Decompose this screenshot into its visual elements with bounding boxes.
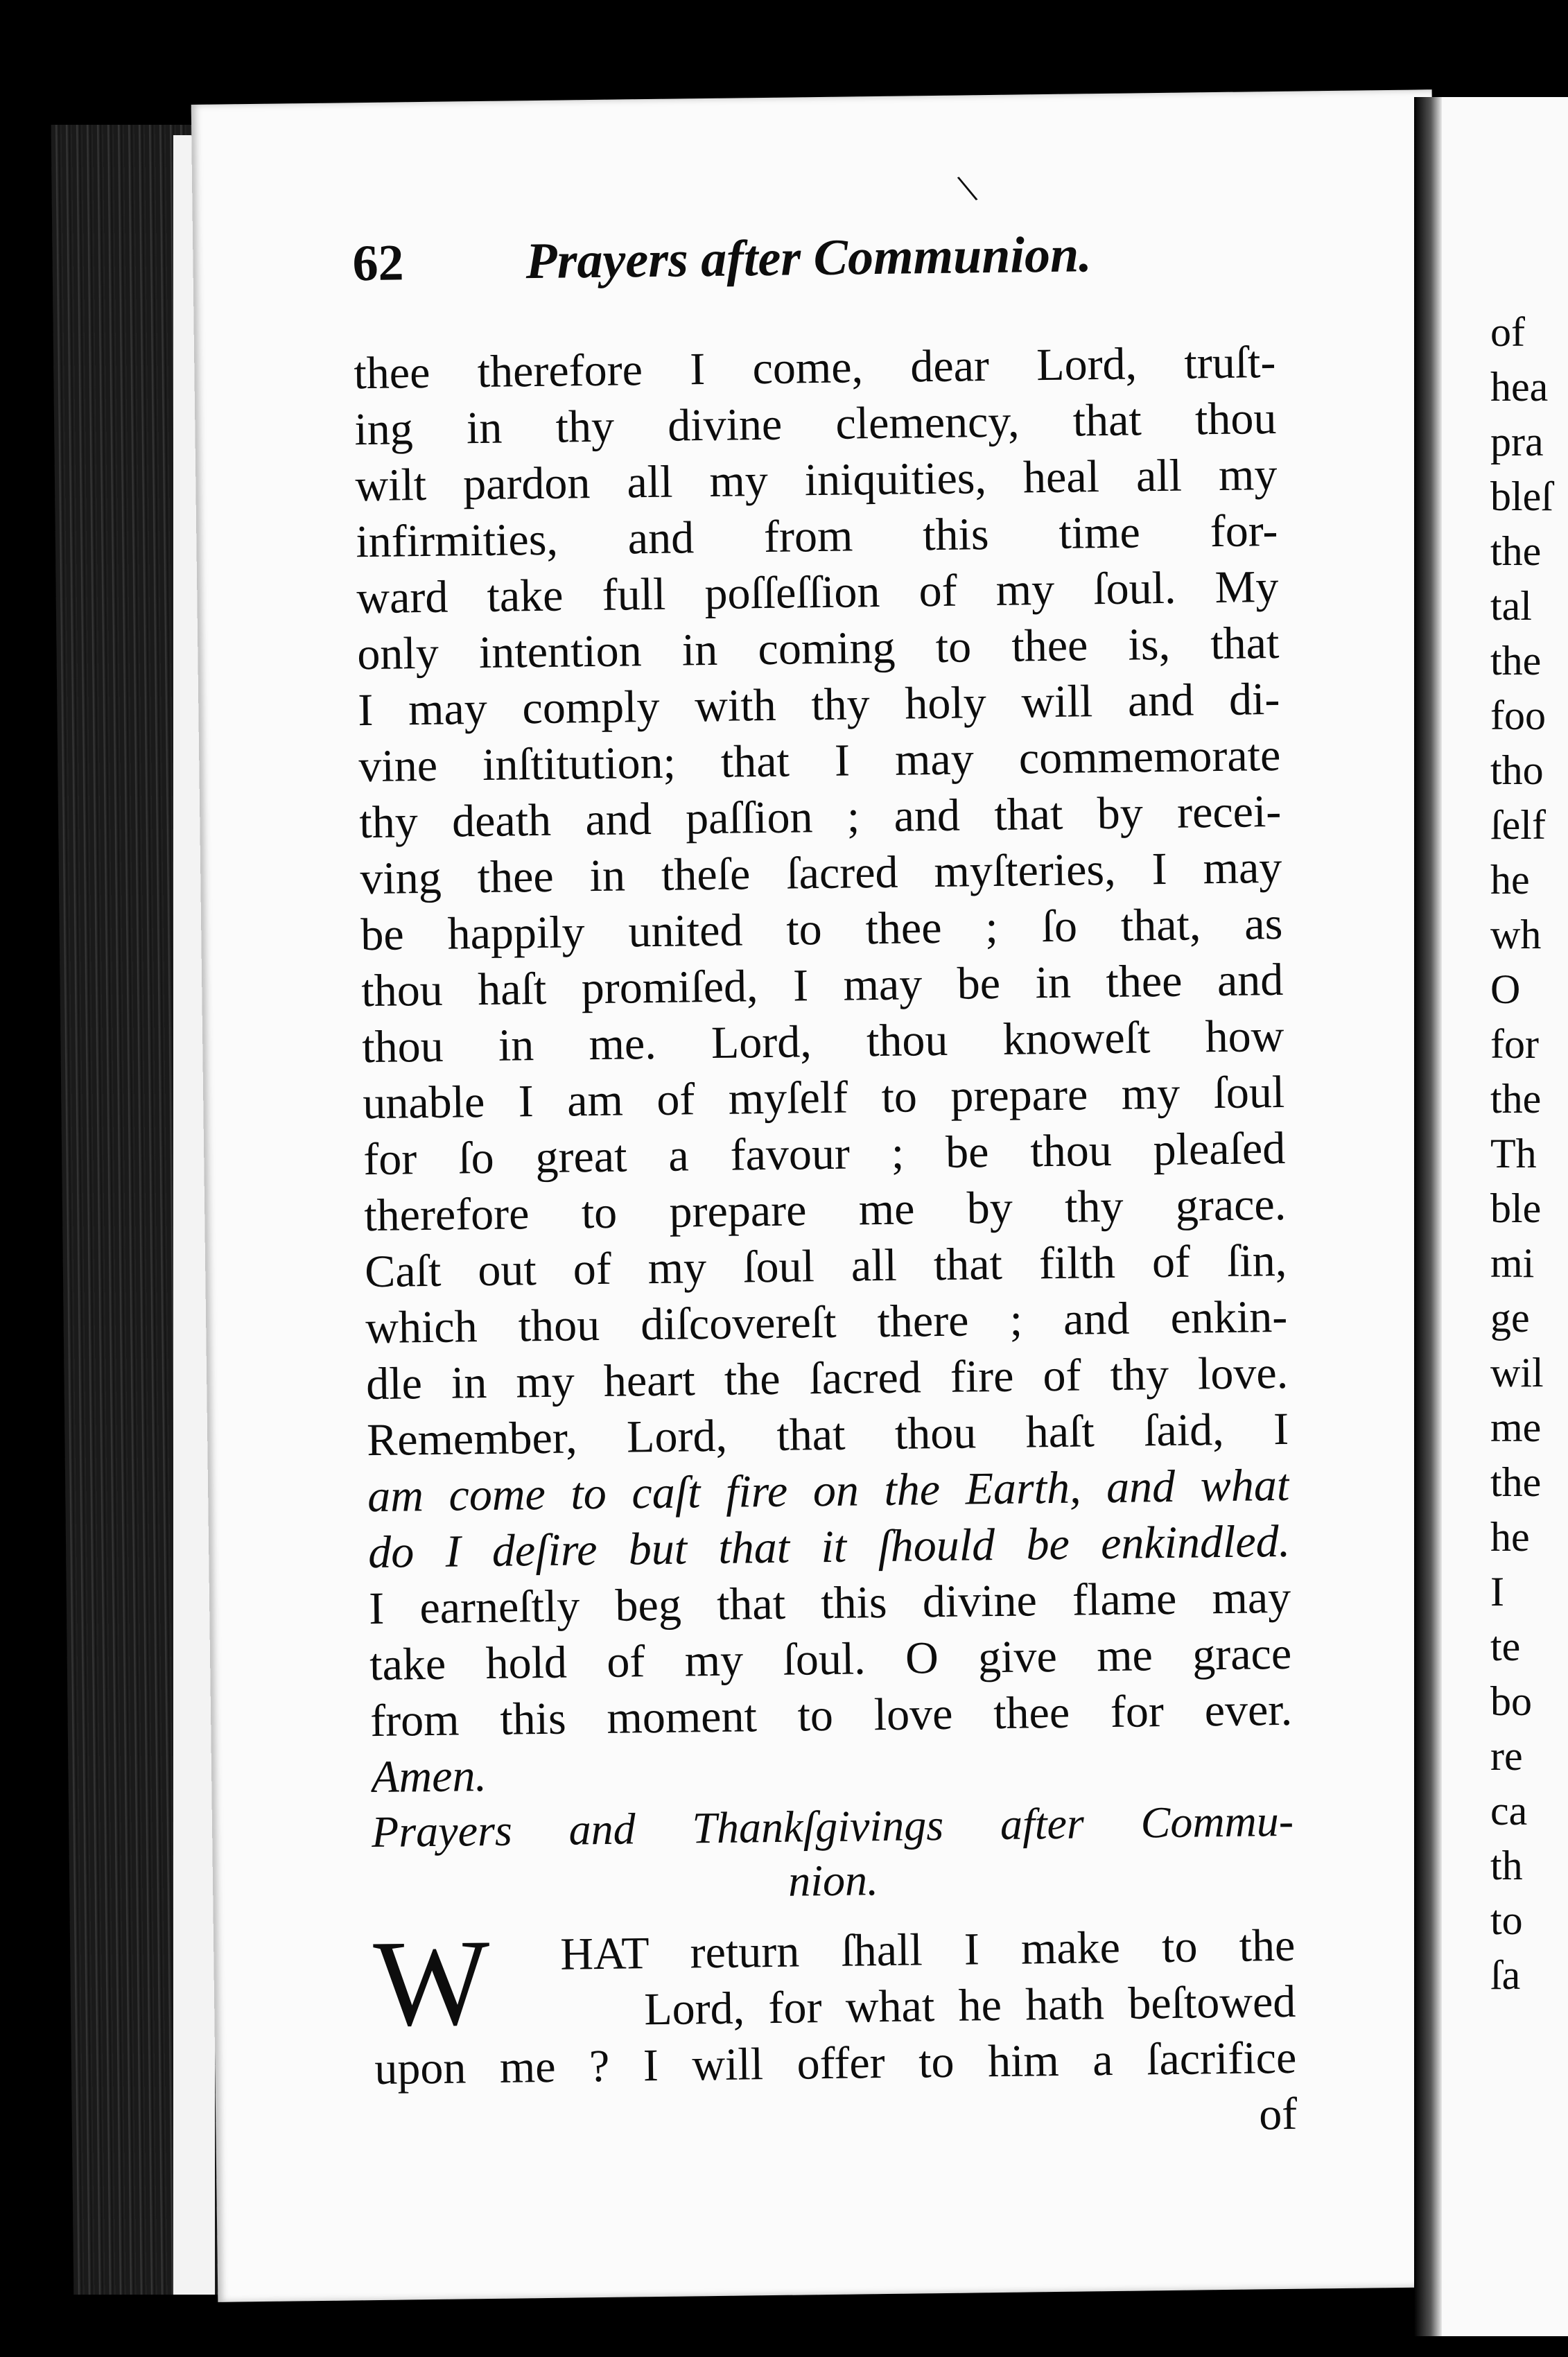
facing-page-fragment: th bbox=[1490, 1843, 1523, 1888]
gutter-shadow bbox=[1414, 97, 1442, 2336]
text-line: ving thee in theſe ſacred myſteries, I may bbox=[359, 842, 1282, 905]
facing-page-fragment: bo bbox=[1490, 1678, 1532, 1724]
text-line: be happily united to thee ; ſo that, as bbox=[360, 898, 1283, 961]
facing-page-fragment: mi bbox=[1490, 1240, 1535, 1286]
text-line: thou in me. Lord, thou knoweſt how bbox=[361, 1010, 1284, 1073]
facing-page-fragment: bleſ bbox=[1490, 473, 1553, 519]
facing-page-fragment: the bbox=[1490, 528, 1542, 574]
page-content bbox=[352, 222, 1388, 2153]
running-head bbox=[352, 222, 1365, 324]
facing-page-fragment: tal bbox=[1490, 583, 1532, 629]
opening-paragraph bbox=[372, 1913, 1297, 2097]
facing-page-fragment: ble bbox=[1490, 1185, 1542, 1231]
text-line: Caſt out of my ſoul all that filth of ſin, bbox=[364, 1235, 1287, 1298]
facing-page-fragment: I bbox=[1490, 1569, 1504, 1615]
facing-page-fragment: the bbox=[1490, 1459, 1542, 1505]
facing-page-fragment: he bbox=[1490, 1514, 1530, 1560]
facing-page-fragment: wil bbox=[1490, 1350, 1544, 1395]
facing-page-fragment: me bbox=[1490, 1404, 1542, 1450]
text-line: take hold of my ſoul. O give me grace bbox=[369, 1628, 1292, 1691]
text-line: unable I am of myſelf to prepare my ſoul bbox=[362, 1066, 1285, 1129]
facing-page-fragment: ſa bbox=[1490, 1952, 1521, 1998]
text-line: wilt pardon all my iniquities, heal all my bbox=[354, 449, 1278, 512]
drop-cap: W bbox=[372, 1913, 491, 2053]
page-number: 62 bbox=[352, 234, 405, 293]
facing-page-fragment: wh bbox=[1490, 912, 1542, 957]
facing-page-fragment: foo bbox=[1490, 693, 1546, 738]
text-line: HAT return ſhall I make to the bbox=[559, 1920, 1296, 1980]
facing-page-fragment: re bbox=[1490, 1733, 1523, 1779]
section-heading-line: Prayers and Thankſgivings after Commu- bbox=[371, 1795, 1294, 1857]
text-line-italic: do I deſire but that it ſhould be enkindled. bbox=[367, 1515, 1291, 1578]
facing-page-fragment: ca bbox=[1490, 1788, 1528, 1834]
running-title: Prayers after Communion. bbox=[525, 226, 1092, 290]
text-line: vine inſtitution; that I may commemorate bbox=[358, 729, 1281, 792]
section-heading bbox=[372, 1794, 1295, 1913]
text-line: ward take full poſſeſſion of my ſoul. My bbox=[356, 561, 1279, 624]
facing-page-fragment: for bbox=[1490, 1021, 1539, 1067]
amen-line: Amen. bbox=[370, 1750, 487, 1803]
stray-ink-mark: \ bbox=[953, 164, 981, 212]
text-line: infirmities, and from this time for- bbox=[355, 505, 1278, 568]
text-line: dle in my heart the ſacred fire of thy love. bbox=[365, 1347, 1289, 1410]
facing-page-text bbox=[1490, 305, 1553, 2003]
text-line: only intention in coming to thee is, that bbox=[356, 617, 1280, 680]
facing-page-fragment: ſelf bbox=[1490, 802, 1546, 848]
facing-page-fragment: of bbox=[1490, 309, 1525, 355]
text-line: I may comply with thy holy will and di- bbox=[357, 673, 1280, 736]
facing-page-fragment: te bbox=[1490, 1624, 1521, 1669]
facing-page-fragment: the bbox=[1490, 1076, 1542, 1122]
facing-page-fragment: the bbox=[1490, 638, 1542, 684]
text-line: therefore to prepare me by thy grace. bbox=[363, 1178, 1287, 1242]
facing-page-fragment: hea bbox=[1490, 364, 1549, 410]
facing-page-fragment: pra bbox=[1490, 419, 1544, 464]
text-line: Remember, Lord, that thou haſt ſaid, I bbox=[366, 1403, 1289, 1466]
section-heading-line: nion. bbox=[787, 1855, 879, 1906]
text-line: thy death and paſſion ; and that by recei- bbox=[358, 785, 1282, 849]
facing-page-fragment: he bbox=[1490, 857, 1530, 903]
text-line: thou haſt promiſed, I may be in thee and bbox=[360, 954, 1284, 1017]
text-line: upon me ? I will offer to him a ſacrifice bbox=[374, 2032, 1297, 2095]
left-page bbox=[191, 89, 1459, 2302]
text-line: thee therefore I come, dear Lord, truſt- bbox=[354, 336, 1276, 399]
text-line: for ſo great a favour ; be thou pleaſed bbox=[363, 1122, 1286, 1185]
facing-page-fragment: tho bbox=[1490, 747, 1544, 793]
facing-page-fragment: to bbox=[1490, 1897, 1523, 1943]
facing-page-fragment: O bbox=[1490, 966, 1521, 1012]
text-line-italic: am come to caſt fire on the Earth, and what bbox=[367, 1459, 1290, 1522]
text-line: Lord, for what he hath beſtowed bbox=[643, 1976, 1296, 2035]
text-line: from this moment to love thee for ever. bbox=[369, 1684, 1293, 1747]
text-line: ing in thy divine clemency, that thou bbox=[354, 392, 1277, 455]
facing-page-fragment: Th bbox=[1490, 1131, 1537, 1176]
facing-page-fragment: ge bbox=[1490, 1295, 1530, 1341]
catchword: of bbox=[1258, 2088, 1298, 2140]
text-line: which thou diſcovereſt there ; and enkin- bbox=[365, 1291, 1288, 1354]
text-line: I earneſtly beg that this divine flame may bbox=[368, 1572, 1291, 1635]
prayer-text bbox=[354, 333, 1384, 1805]
